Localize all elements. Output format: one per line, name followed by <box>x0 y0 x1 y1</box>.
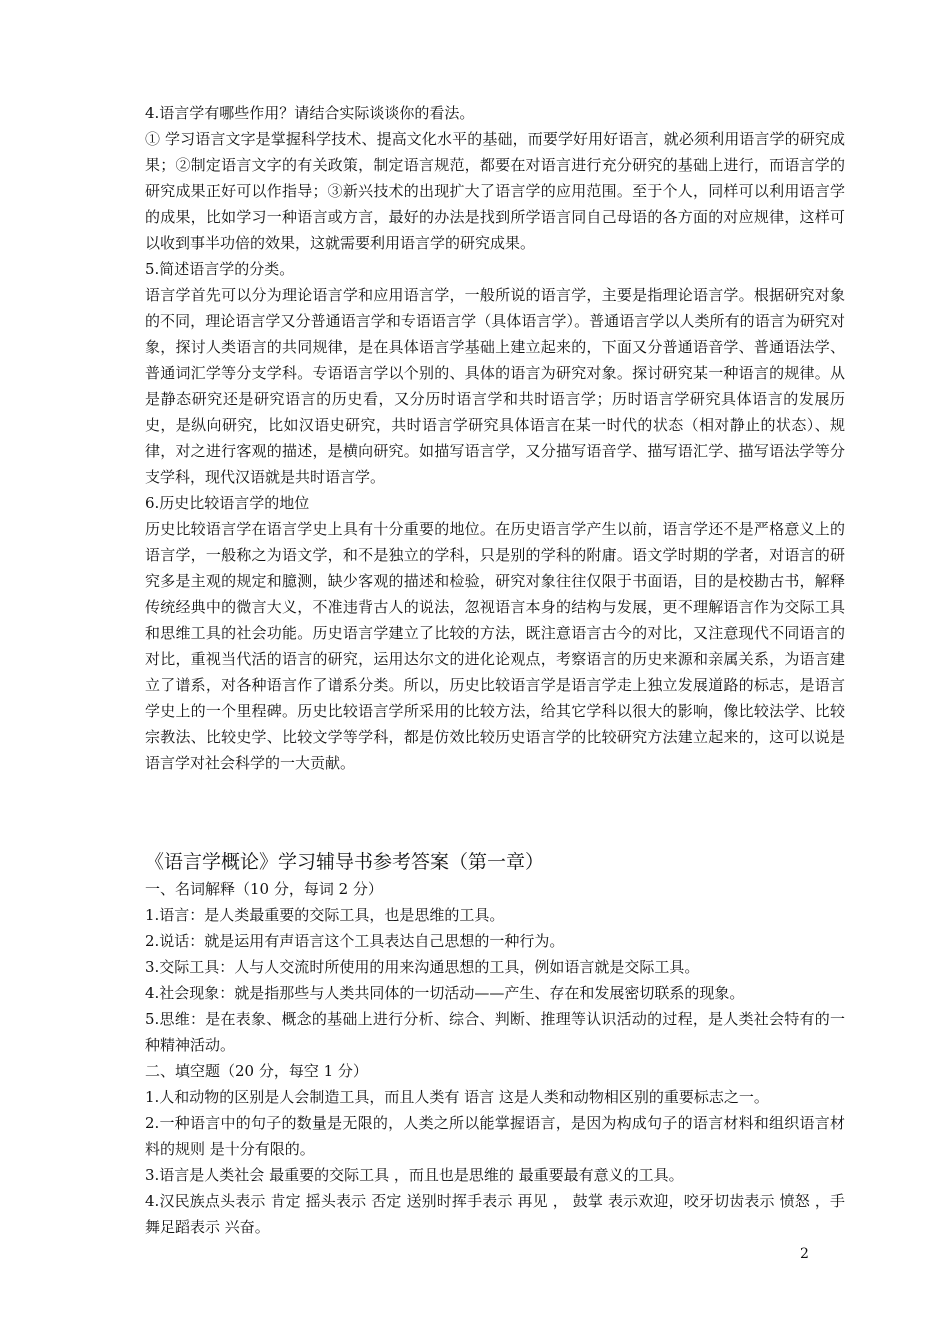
page-content <box>145 100 845 1240</box>
term-definition: 4.社会现象：就是指那些与人类共同体的一切活动——产生、存在和发展密切联系的现象。 <box>145 984 745 1002</box>
question-5-answer: 语言学首先可以分为理论语言学和应用语言学，一般所说的语言学，主要是指理论语言学。根据研究对象的不同，理论语言学又分普通语言学和专语语言学（具体语言学）。普通语言学以人类所有的语言为研究对象，探讨人类语言的共同规律，是在具体语言学基础上建立起来的，下面又分普通语音学、普通语法学、普通词汇学等分支学科。专语语言学以个别的、具体的语言为研究对象。探讨研究某一种语言的规律。从是静态研究还是研究语言的历史看，又分历时语言学和共时语言学；历时语言学研究具体语言的发展历史，是纵向研究，比如汉语史研究，共时语言学研究具体语言在某一时代的状态（相对静止的状态）、规律，对之进行客观的描述，是横向研究。如描写语言学，又分描写语音学、描写语汇学、描写语法学等分支学科，现代汉语就是共时语言学。 <box>145 286 845 486</box>
question-5-heading: 5.简述语言学的分类。 <box>145 260 295 278</box>
section-gap <box>145 776 845 848</box>
term-definition: 1.语言：是人类最重要的交际工具，也是思维的工具。 <box>145 906 505 924</box>
question-6-answer: 历史比较语言学在语言学史上具有十分重要的地位。在历史语言学产生以前，语言学还不是严格意义上的语言学，一般称之为语文学，和不是独立的学科，只是别的学科的附庸。语文学时期的学者，对语言的研究多是主观的规定和臆测，缺少客观的描述和检验，研究对象往往仅限于书面语，目的是校勘古书，解释传统经典中的微言大义，不准违背古人的说法，忽视语言本身的结构与发展，更不理解语言作为交际工具和思维工具的社会功能。历史语言学建立了比较的方法，既注意语言古今的对比，又注意现代不同语言的对比，重视当代活的语言的研究，运用达尔文的进化论观点，考察语言的历史来源和亲属关系，为语言建立了谱系，对各种语言作了谱系分类。所以，历史比较语言学是语言学走上独立发展道路的标志，是语言学史上的一个里程碑。历史比较语言学所采用的比较方法，给其它学科以很大的影响，像比较法学、比较宗教法、比较史学、比较文学等学科，都是仿效比较历史语言学的比较研究方法建立起来的，这可以说是语言学对社会科学的一大贡献。 <box>145 520 845 772</box>
term-definition: 5.思维：是在表象、概念的基础上进行分析、综合、判断、推理等认识活动的过程，是人类社会特有的一种精神活动。 <box>145 1010 845 1054</box>
fill-blank-item: 1.人和动物的区别是人会制造工具，而且人类有 语言 这是人类和动物相区别的重要标志之一。 <box>145 1088 769 1106</box>
page-number: 2 <box>800 1246 809 1262</box>
question-6-heading: 6.历史比较语言学的地位 <box>145 494 310 512</box>
fill-blank-item: 3.语言是人类社会 最重要的交际工具 ，而且也是思维的 最重要最有意义的工具。 <box>145 1166 684 1184</box>
fill-blank-item: 2.一种语言中的句子的数量是无限的，人类之所以能掌握语言，是因为构成句子的语言材料和组织语言材料的规则 是十分有限的。 <box>145 1114 845 1158</box>
chapter-title: 《语言学概论》学习辅导书参考答案（第一章） <box>145 851 545 873</box>
term-definition: 2.说话：就是运用有声语言这个工具表达自己思想的一种行为。 <box>145 932 565 950</box>
question-4-answer: ① 学习语言文字是掌握科学技术、提高文化水平的基础，而要学好用好语言，就必须利用语言学的研究成果；②制定语言文字的有关政策，制定语言规范，都要在对语言进行充分研究的基础上进行，而语言学的研究成果正好可以作指导；③新兴技术的出现扩大了语言学的应用范围。至于个人，同样可以利用语言学的成果，比如学习一种语言或方言，最好的办法是找到所学语言同自己母语的各方面的对应规律，这样可以收到事半功倍的效果，这就需要利用语言学的研究成果。 <box>145 130 845 252</box>
section-2-heading: 二、填空题（20 分，每空 1 分） <box>145 1062 368 1080</box>
section-1-heading: 一、名词解释（10 分，每词 2 分） <box>145 880 383 898</box>
fill-blank-item: 4.汉民族点头表示 肯定 摇头表示 否定 送别时挥手表示 再见 ， 鼓掌 表示欢迎，咬牙切齿表示 愤怒 ，手舞足蹈表示 兴奋。 <box>145 1192 845 1236</box>
term-definition: 3.交际工具：人与人交流时所使用的用来沟通思想的工具，例如语言就是交际工具。 <box>145 958 700 976</box>
question-4-heading: 4.语言学有哪些作用？请结合实际谈谈你的看法。 <box>145 104 475 122</box>
